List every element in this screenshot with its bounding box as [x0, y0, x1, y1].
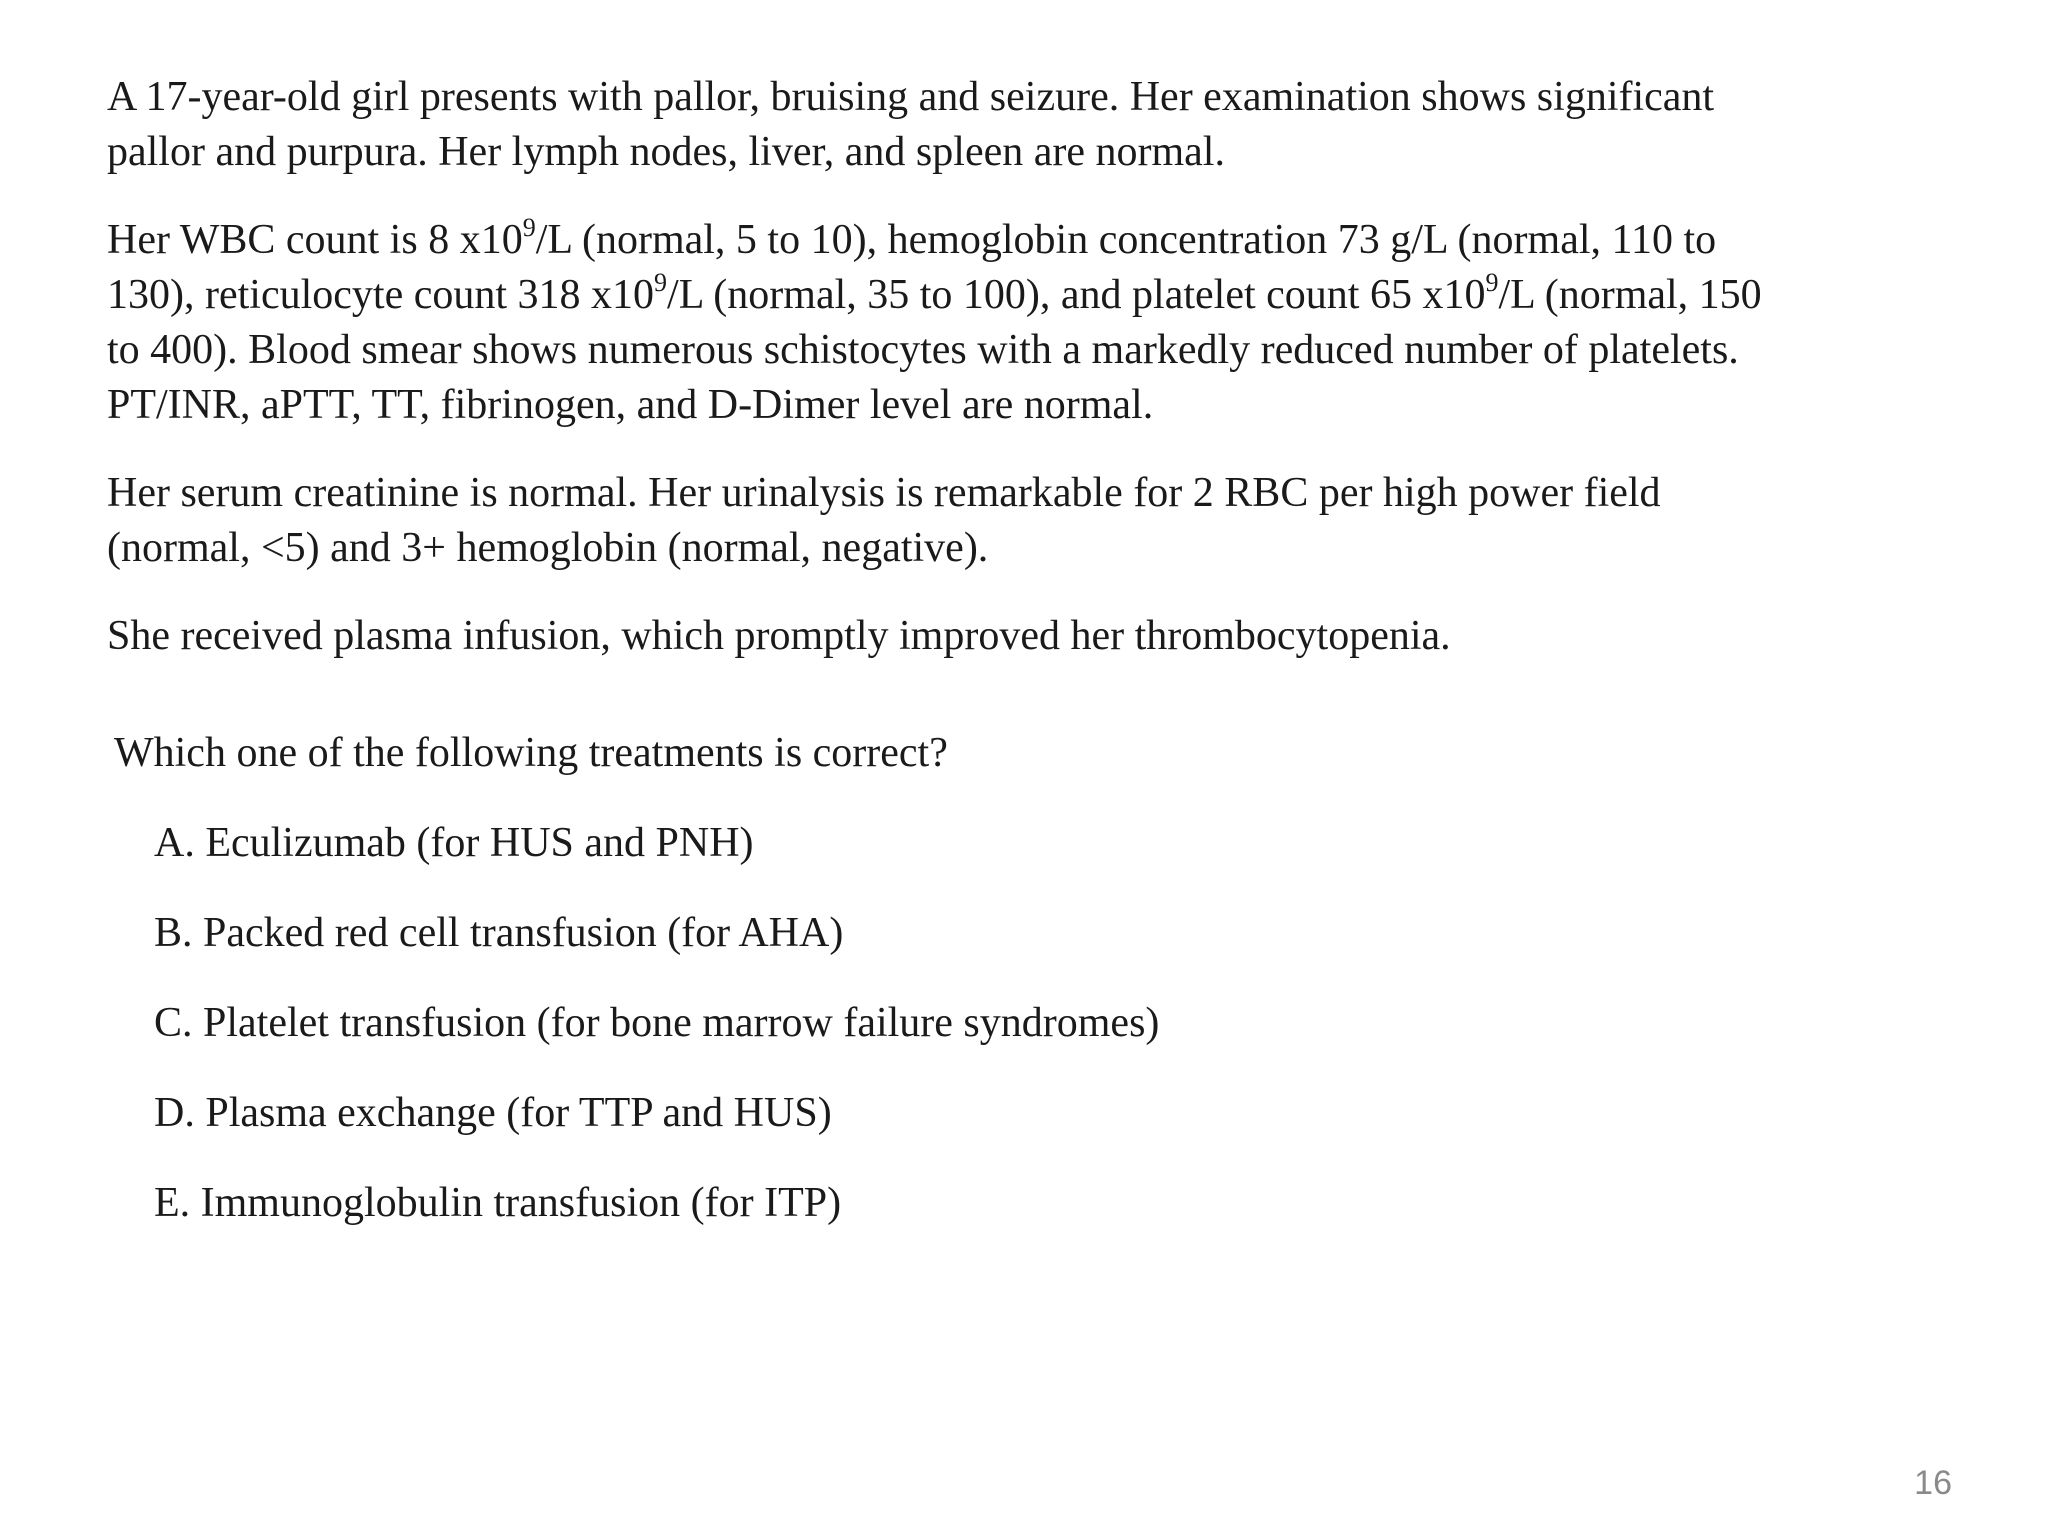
option-e[interactable]: E. Immunoglobulin transfusion (for ITP) [154, 1180, 842, 1226]
treatment-paragraph [107, 609, 1987, 664]
labs-line-3: to 400). Blood smear shows numerous schistocytes with a markedly reduced number of platelets. [107, 327, 1739, 373]
exponent: 9 [654, 268, 668, 297]
option-d[interactable]: D. Plasma exchange (for TTP and HUS) [154, 1090, 832, 1136]
answer-options [154, 816, 1159, 1266]
presentation-line-1: A 17-year-old girl presents with pallor, bruising and seizure. Her examination shows significant [107, 74, 1715, 120]
labs-line-4: PT/INR, aPTT, TT, fibrinogen, and D-Dimer level are normal. [107, 382, 1154, 428]
labs-paragraph [107, 213, 1987, 433]
presentation-paragraph [107, 70, 1987, 180]
option-c[interactable]: C. Platelet transfusion (for bone marrow failure syndromes) [154, 1000, 1160, 1046]
presentation-line-2: pallor and purpura. Her lymph nodes, liver, and spleen are normal. [107, 129, 1225, 175]
labs-line-1a: Her WBC count is 8 x10 [107, 217, 523, 263]
labs-line-2b: /L (normal, 35 to 100), and platelet count 65 x10 [667, 272, 1486, 318]
option-b[interactable]: B. Packed red cell transfusion (for AHA) [154, 910, 844, 956]
page-number: 16 [1914, 1464, 1952, 1502]
labs-line-2a: 130), reticulocyte count 318 x10 [107, 272, 655, 318]
treatment-line: She received plasma infusion, which promptly improved her thrombocytopenia. [107, 613, 1451, 659]
question-prompt: Which one of the following treatments is correct? [114, 730, 948, 776]
labs-line-2c: /L (normal, 150 [1498, 272, 1762, 318]
exponent: 9 [1485, 268, 1499, 297]
renal-paragraph [107, 466, 1987, 576]
renal-line-2: (normal, <5) and 3+ hemoglobin (normal, negative). [107, 525, 989, 571]
labs-line-1b: /L (normal, 5 to 10), hemoglobin concentration 73 g/L (normal, 110 to [535, 217, 1717, 263]
renal-line-1: Her serum creatinine is normal. Her urinalysis is remarkable for 2 RBC per high power field [107, 470, 1661, 516]
exponent: 9 [522, 213, 536, 242]
option-a[interactable]: A. Eculizumab (for HUS and PNH) [154, 820, 754, 866]
case-description [107, 70, 1987, 664]
